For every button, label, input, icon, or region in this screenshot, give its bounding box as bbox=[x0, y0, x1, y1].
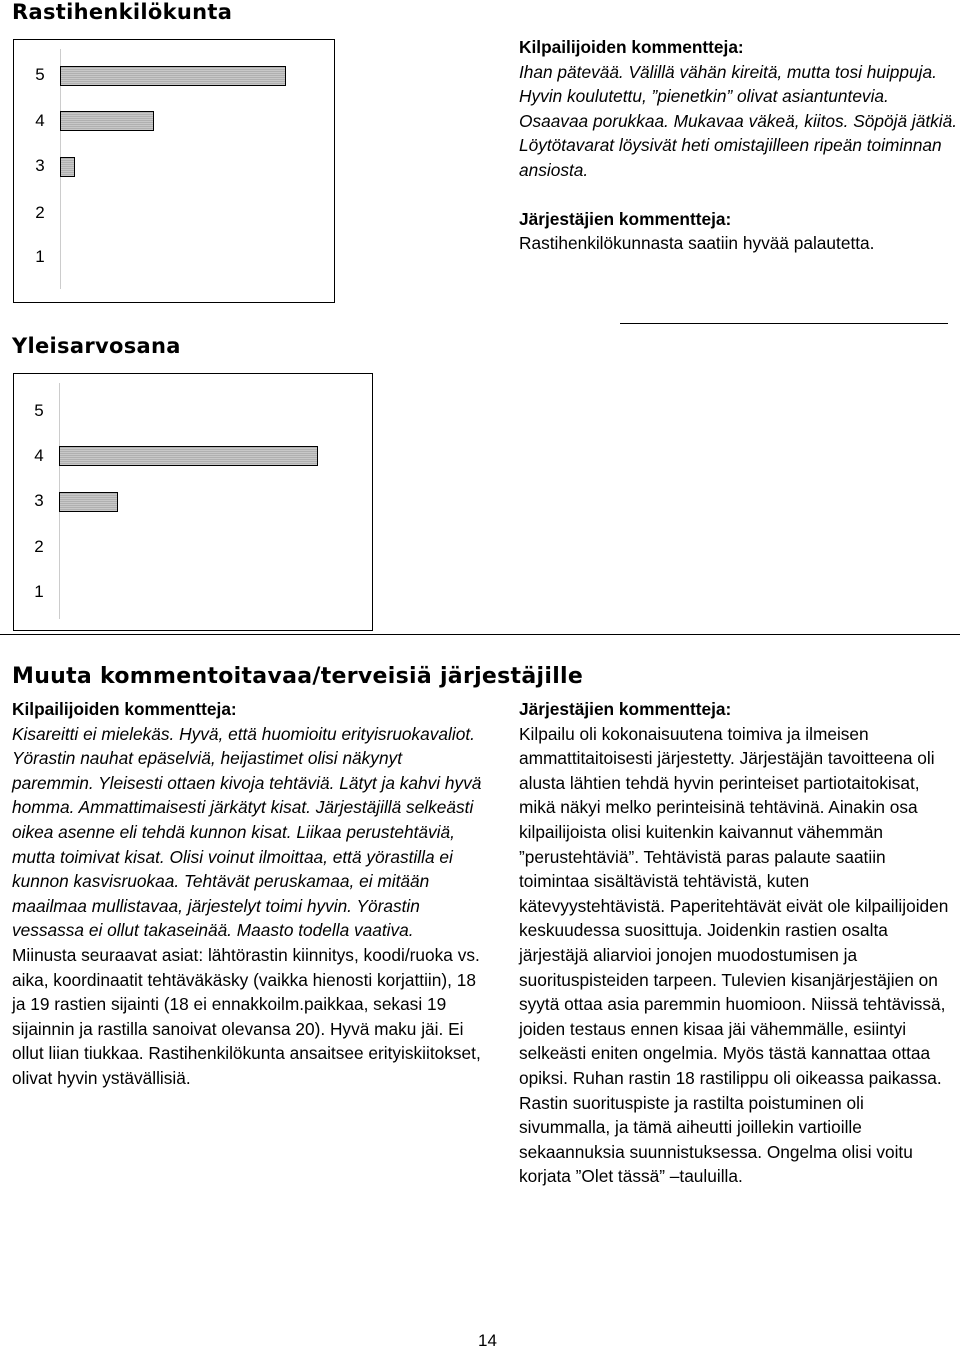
overall-tick-2: 2 bbox=[34, 537, 44, 556]
staff-tick-5: 5 bbox=[35, 65, 45, 84]
overall-tick-4: 4 bbox=[34, 446, 44, 465]
staff-bar-4 bbox=[60, 111, 154, 131]
staff-organizer-text: Rastihenkilökunnasta saatiin hyvää palautetta. bbox=[519, 233, 875, 254]
overall-tick-3: 3 bbox=[34, 491, 44, 510]
overall-bar-4 bbox=[59, 446, 318, 466]
overall-tick-1: 1 bbox=[34, 582, 44, 601]
overall-bar-3 bbox=[59, 492, 118, 512]
staff-competitor-text: Ihan pätevää. Välillä vähän kireitä, mutta tosi huippuja. Hyvin koulutettu, ”pienetkin” olivat asiantuntevia. Osaavaa porukkaa. Mukavaa väkeä, kiitos. Söpöjä jätkiä. Löytötavarat löysivät heti omistajilleen ripeän toiminnan ansiosta. bbox=[519, 61, 958, 180]
staff-comments bbox=[519, 35, 959, 256]
divider-rule bbox=[620, 323, 948, 324]
other-organizer-header: Järjestäjien kommentteja: bbox=[519, 699, 732, 719]
other-competitor-header: Kilpailijoiden kommentteja: bbox=[12, 699, 237, 719]
staff-bar-3 bbox=[60, 157, 75, 177]
overall-tick-5: 5 bbox=[34, 401, 44, 420]
other-competitor-text-plain: Miinusta seuraavat asiat: lähtörastin kiinnitys, koodi/ruoka vs. aika, koordinaatit tehtäväkäsky (vaikka hienosti korjattiin), 18 ja 19 rastien sijainti (18 ei ennakkoilm.paikkaa, sekasi 19 sijainnin ja rastilla sanoivat olevansa 20). Hyvä maku jäi. Ei ollut liian tiukkaa. Rastihenkilökunta ansaitsee erityiskiitokset, olivat hyvin ystävällisiä. bbox=[12, 944, 481, 1088]
staff-organizer-header: Järjestäjien kommentteja: bbox=[519, 208, 732, 229]
staff-competitor-header: Kilpailijoiden kommentteja: bbox=[519, 37, 744, 57]
overall-section-title: Yleisarvosana bbox=[12, 334, 181, 358]
page-number: 14 bbox=[478, 1331, 497, 1350]
other-competitor-comments bbox=[12, 697, 482, 1091]
staff-section-title: Rastihenkilökunta bbox=[12, 0, 233, 24]
staff-tick-4: 4 bbox=[35, 111, 45, 130]
other-organizer-text: Kilpailu oli kokonaisuutena toimiva ja ilmeisen ammattitaitoisesti järjestetty. Järjestäjän tavoitteena oli alusta lähtien tehdä hyvin perinteiset partiotaitokisat, mikä näkyi melko perinteisinä tehtävinä. Ainakin osa kilpailijoista olisi kuitenkin kaivannut vähemmän ”perustehtäviä”. Tehtävistä paras palaute saatiin toimintaa sisältävistä tehtävistä, kuten kätevyystehtävistä. Paperitehtävät eivät ole kilpailijoiden keskuudessa suosittuja. Joidenkin rastien osalta järjestäjä aliarvioi jonojen muodostumisen ja suorituspisteiden tarpeen. Tulevien kisanjärjestäjien on syytä ottaa asia paremmin huomioon. Niissä tehtävissä, joiden testaus ennen kisaa jäi vähemmälle, esiintyi selkeästi eniten ongelmia. Myös tästä kannattaa ottaa opiksi. Ruhan rastin 18 rastilippu oli oikeassa paikassa. Rastin suorituspiste ja rastilta poistuminen oli sivummalla, ja tämä aiheutti joillekin vartioille sekaannuksia suunnistuksessa. Ongelma olisi voitu korjata ”Olet tässä” –tauluilla. bbox=[519, 723, 949, 1187]
section-rule bbox=[0, 634, 960, 635]
staff-bar-5 bbox=[60, 66, 286, 86]
staff-tick-2: 2 bbox=[35, 203, 45, 222]
staff-tick-3: 3 bbox=[35, 156, 45, 175]
other-organizer-comments bbox=[519, 697, 959, 1189]
staff-tick-1: 1 bbox=[35, 247, 45, 266]
other-competitor-text: Kisareitti ei mielekäs. Hyvä, että huomioitu erityisruokavaliot. Yörastin nauhat epäselviä, heijastimet olisi näkynyt paremmin. Yleisesti ottaen kivoja tehtäviä. Lätyt ja kahvi hyvä homma. Ammattimaisesti järkätyt kisat. Järjestäjillä selkeästi oikea asenne eli tehdä kunnon kisat. Liikaa perustehtäviä, mutta toimivat kisat. Olisi voinut ilmoittaa, että yörastilla ei kunnon kasvisruokaa. Tehtävät peruskamaa, ei mitään maailmaa mullistavaa, järjestelyt toimi hyvin. Yörastin vessassa ei ollut takaseinää. Maasto todella vaativa. bbox=[12, 723, 482, 941]
other-section-title: Muuta kommentoitavaa/terveisiä järjestäjille bbox=[12, 664, 584, 689]
